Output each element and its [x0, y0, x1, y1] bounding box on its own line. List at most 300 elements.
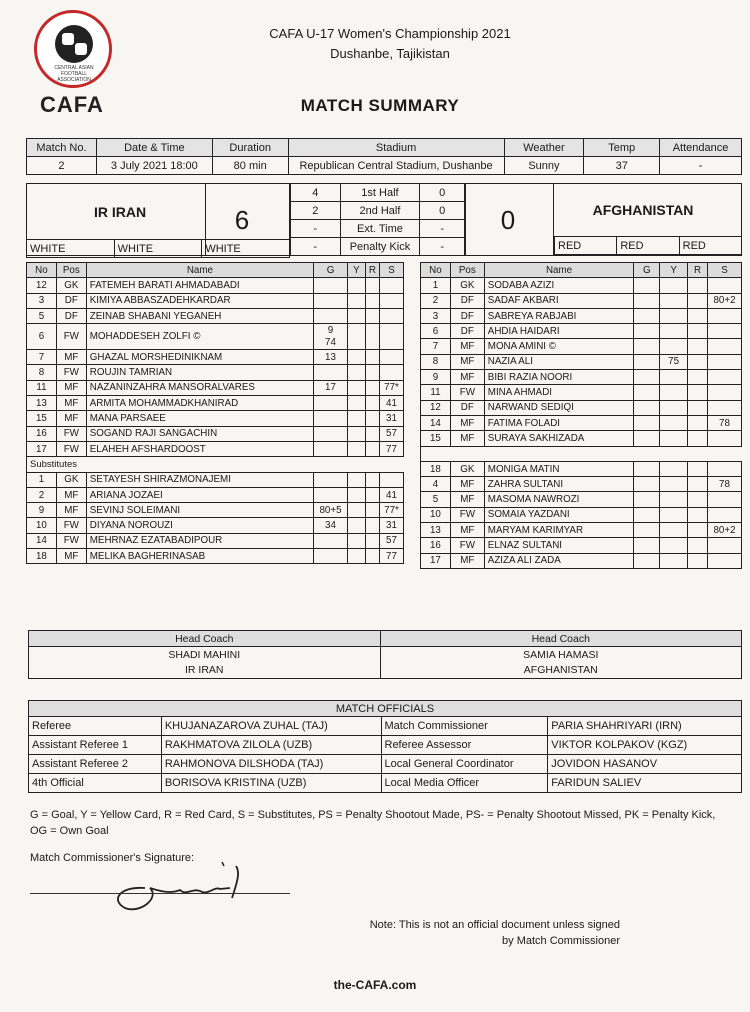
player-yellow [347, 350, 365, 365]
column-header: Y [660, 263, 688, 278]
player-goals [314, 426, 348, 441]
player-number: 13 [27, 396, 57, 411]
player-position: FW [56, 518, 86, 533]
player-sub: 57 [379, 426, 403, 441]
coach-header: Head Coach [380, 631, 742, 647]
player-number: 16 [421, 538, 451, 553]
player-goals: 13 [314, 350, 348, 365]
player-goals [634, 553, 660, 568]
player-row [27, 324, 404, 350]
logo-ring-text: CENTRAL ASIAN FOOTBALL ASSOCIATION [54, 65, 94, 83]
player-number: 3 [27, 293, 57, 308]
player-goals [634, 415, 660, 430]
official-row [29, 717, 742, 736]
player-name: BIBI RAZIA NOORI [484, 370, 634, 385]
player-position: MF [56, 487, 86, 502]
player-name: MONA AMINI © [484, 339, 634, 354]
player-name: SURAYA SAKHIZADA [484, 431, 634, 446]
player-position: GK [450, 278, 484, 293]
period-home: 4 [291, 184, 341, 202]
column-header: Name [86, 263, 313, 278]
player-position: MF [450, 370, 484, 385]
head-coach-table [28, 630, 742, 679]
player-goals [634, 339, 660, 354]
player-number: 18 [27, 549, 57, 564]
player-yellow [347, 365, 365, 380]
player-yellow [660, 492, 688, 507]
player-name: NAZIA ALI [484, 354, 634, 369]
period-home: - [291, 220, 341, 238]
player-goals: 80+5 [314, 503, 348, 518]
official-role: Referee Assessor [381, 736, 548, 755]
match-stadium: Republican Central Stadium, Dushanbe [288, 157, 504, 175]
column-header: No [27, 263, 57, 278]
official-role: 4th Official [29, 774, 162, 793]
player-row [27, 549, 404, 564]
header-cell: Duration [212, 139, 288, 157]
home-players-table [26, 262, 404, 564]
match-info-header [27, 139, 742, 157]
player-position: MF [56, 503, 86, 518]
player-goals [634, 324, 660, 339]
column-header: R [365, 263, 379, 278]
player-yellow [660, 308, 688, 323]
player-row [421, 278, 742, 293]
official-role: Assistant Referee 2 [29, 755, 162, 774]
player-sub [708, 308, 742, 323]
player-red [365, 365, 379, 380]
player-name: MANA PARSAEE [86, 411, 313, 426]
player-sub [708, 339, 742, 354]
substitutes-label-row [421, 446, 742, 461]
player-position: DF [450, 293, 484, 308]
player-sub [708, 492, 742, 507]
player-yellow [660, 385, 688, 400]
player-number: 6 [27, 324, 57, 350]
player-goals [314, 278, 348, 293]
official-name: RAHMONOVA DILSHODA (TAJ) [161, 755, 381, 774]
player-row [421, 553, 742, 568]
period-home: 2 [291, 202, 341, 220]
period-away: 0 [420, 184, 465, 202]
player-row [27, 396, 404, 411]
player-yellow [660, 293, 688, 308]
player-row [27, 293, 404, 308]
column-header: R [688, 263, 708, 278]
header-cell: Stadium [288, 139, 504, 157]
player-sub: 77 [379, 549, 403, 564]
player-position: MF [450, 339, 484, 354]
player-row [421, 370, 742, 385]
player-position: DF [450, 400, 484, 415]
player-name: SETAYESH SHIRAZMONAJEMI [86, 472, 313, 487]
header-cell: Date & Time [96, 139, 212, 157]
player-name: ARIANA JOZAEI [86, 487, 313, 502]
player-yellow [347, 441, 365, 456]
substitutes-label [421, 446, 742, 461]
column-header: Name [484, 263, 634, 278]
player-sub [379, 308, 403, 323]
player-number: 5 [421, 492, 451, 507]
player-name: MARYAM KARIMYAR [484, 523, 634, 538]
player-name: SOGAND RAJI SANGACHIN [86, 426, 313, 441]
player-yellow [347, 503, 365, 518]
column-header: S [708, 263, 742, 278]
website-link[interactable]: the-CAFA.com [333, 978, 417, 992]
player-position: DF [56, 308, 86, 323]
player-number: 17 [27, 441, 57, 456]
player-name: SABREYA RABJABI [484, 308, 634, 323]
player-row [421, 339, 742, 354]
player-row [27, 350, 404, 365]
player-row [421, 324, 742, 339]
column-header: G [634, 263, 660, 278]
player-number: 12 [421, 400, 451, 415]
player-goals [314, 487, 348, 502]
player-name: FATEMEH BARATI AHMADABADI [86, 278, 313, 293]
player-name: ARMITA MOHAMMADKHANIRAD [86, 396, 313, 411]
player-number: 6 [421, 324, 451, 339]
player-yellow [347, 487, 365, 502]
player-position: DF [450, 324, 484, 339]
player-sub [708, 538, 742, 553]
player-goals [634, 523, 660, 538]
player-name: NAZANINZAHRA MANSORALVARES [86, 380, 313, 395]
kit-color: WHITE [202, 240, 290, 258]
player-name: GHAZAL MORSHEDINIKNAM [86, 350, 313, 365]
away-players-table [420, 262, 742, 569]
player-yellow [660, 400, 688, 415]
period-label: 1st Half [340, 184, 420, 202]
player-row [421, 538, 742, 553]
header-cell: Match No. [27, 139, 97, 157]
player-goals [314, 549, 348, 564]
player-red [688, 492, 708, 507]
player-red [688, 293, 708, 308]
match-info-table [26, 138, 742, 175]
player-yellow [660, 538, 688, 553]
column-header: Pos [450, 263, 484, 278]
player-red [365, 503, 379, 518]
player-row [421, 415, 742, 430]
column-header: Y [347, 263, 365, 278]
official-role: Referee [29, 717, 162, 736]
match-temp: 37 [584, 157, 660, 175]
player-name: DIYANA NOROUZI [86, 518, 313, 533]
match-attendance: - [660, 157, 742, 175]
player-name: MELIKA BAGHERINASAB [86, 549, 313, 564]
player-red [688, 431, 708, 446]
player-number: 18 [421, 461, 451, 476]
player-sub: 77* [379, 380, 403, 395]
signature-label: Match Commissioner's Signature: [30, 852, 195, 864]
period-row [291, 202, 465, 220]
player-number: 13 [421, 523, 451, 538]
player-row [27, 503, 404, 518]
player-number: 14 [27, 533, 57, 548]
player-sub [708, 461, 742, 476]
player-row [27, 426, 404, 441]
note-line-1: Note: This is not an official document unless signed [369, 919, 620, 931]
official-role: Local Media Officer [381, 774, 548, 793]
player-yellow [347, 293, 365, 308]
player-sub: 31 [379, 411, 403, 426]
player-yellow [347, 308, 365, 323]
official-row [29, 755, 742, 774]
player-goals [634, 400, 660, 415]
player-row [27, 441, 404, 456]
player-goals [634, 308, 660, 323]
official-role: Local General Coordinator [381, 755, 548, 774]
player-sub [708, 278, 742, 293]
kit-color: RED [555, 237, 617, 255]
column-header: No [421, 263, 451, 278]
player-position: MF [450, 354, 484, 369]
player-position: MF [450, 523, 484, 538]
page-title: MATCH SUMMARY [300, 96, 460, 115]
player-name: FATIMA FOLADI [484, 415, 634, 430]
player-position: MF [56, 411, 86, 426]
player-goals [314, 441, 348, 456]
player-goals [314, 308, 348, 323]
official-name: KHUJANAZAROVA ZUHAL (TAJ) [161, 717, 381, 736]
players-header-row [27, 263, 404, 278]
player-sub [379, 293, 403, 308]
championship-title: CAFA U-17 Women's Championship 2021 [269, 26, 511, 41]
player-name: ZAHRA SULTANI [484, 477, 634, 492]
player-position: MF [450, 415, 484, 430]
period-away: 0 [420, 202, 465, 220]
player-position: GK [56, 472, 86, 487]
player-sub: 77* [379, 503, 403, 518]
player-yellow [347, 426, 365, 441]
column-header: S [379, 263, 403, 278]
player-goals [634, 538, 660, 553]
player-goals [634, 370, 660, 385]
player-position: DF [450, 308, 484, 323]
period-away: - [420, 220, 465, 238]
player-row [27, 365, 404, 380]
player-row [27, 278, 404, 293]
period-row [291, 220, 465, 238]
player-position: FW [56, 441, 86, 456]
header-cell: Weather [504, 139, 584, 157]
player-row [27, 380, 404, 395]
player-number: 3 [421, 308, 451, 323]
player-red [688, 415, 708, 430]
substitutes-label: Substitutes [27, 457, 404, 472]
player-red [688, 461, 708, 476]
player-position: FW [56, 533, 86, 548]
player-yellow [660, 339, 688, 354]
player-red [688, 538, 708, 553]
official-name: VIKTOR KOLPAKOV (KGZ) [548, 736, 742, 755]
player-yellow [660, 553, 688, 568]
period-row [291, 238, 465, 256]
player-goals [634, 507, 660, 522]
player-sub: 78 [708, 477, 742, 492]
official-name: JOVIDON HASANOV [548, 755, 742, 774]
player-red [365, 472, 379, 487]
player-red [365, 533, 379, 548]
player-yellow [347, 533, 365, 548]
player-red [688, 370, 708, 385]
player-position: FW [450, 507, 484, 522]
player-red [688, 385, 708, 400]
player-yellow [660, 461, 688, 476]
player-sub [379, 350, 403, 365]
player-yellow [347, 380, 365, 395]
players-header-row [421, 263, 742, 278]
player-number: 5 [27, 308, 57, 323]
player-name: MINA AHMADI [484, 385, 634, 400]
player-yellow [660, 278, 688, 293]
player-goals [314, 365, 348, 380]
player-yellow [347, 324, 365, 350]
match-info-values [27, 157, 742, 175]
player-sub: 41 [379, 487, 403, 502]
player-yellow [660, 431, 688, 446]
player-position: FW [56, 426, 86, 441]
player-row [27, 308, 404, 323]
player-yellow [347, 472, 365, 487]
player-number: 10 [421, 507, 451, 522]
player-number: 11 [27, 380, 57, 395]
player-sub [708, 385, 742, 400]
player-sub [379, 278, 403, 293]
player-row [421, 293, 742, 308]
official-row [29, 774, 742, 793]
coach-header: Head Coach [29, 631, 381, 647]
player-sub [379, 324, 403, 350]
player-name: MEHRNAZ EZATABADIPOUR [86, 533, 313, 548]
player-number: 4 [421, 477, 451, 492]
player-yellow: 75 [660, 354, 688, 369]
player-goals [634, 293, 660, 308]
player-red [688, 400, 708, 415]
player-sub [708, 370, 742, 385]
player-position: GK [56, 278, 86, 293]
player-yellow [347, 396, 365, 411]
player-yellow [347, 278, 365, 293]
player-name: SEVINJ SOLEIMANI [86, 503, 313, 518]
home-kit-colors [26, 239, 290, 258]
player-name: AZIZA ALI ZADA [484, 553, 634, 568]
player-yellow [347, 518, 365, 533]
player-row [421, 354, 742, 369]
player-red [365, 549, 379, 564]
match-number: 2 [27, 157, 97, 175]
player-row [27, 518, 404, 533]
match-date: 3 July 2021 18:00 [96, 157, 212, 175]
player-yellow [660, 415, 688, 430]
player-yellow [660, 507, 688, 522]
player-red [365, 380, 379, 395]
player-goals [634, 431, 660, 446]
kit-color: RED [679, 237, 741, 255]
player-row [421, 400, 742, 415]
kit-color: RED [617, 237, 679, 255]
period-label: Penalty Kick [340, 238, 420, 256]
player-name: SOMAIA YAZDANI [484, 507, 634, 522]
match-weather: Sunny [504, 157, 584, 175]
player-red [365, 426, 379, 441]
player-sub: 80+2 [708, 293, 742, 308]
player-red [365, 293, 379, 308]
player-red [688, 308, 708, 323]
player-number: 11 [421, 385, 451, 400]
player-sub [379, 365, 403, 380]
period-home: - [291, 238, 341, 256]
period-label: Ext. Time [340, 220, 420, 238]
player-position: MF [450, 553, 484, 568]
player-number: 15 [27, 411, 57, 426]
player-name: NARWAND SEDIQI [484, 400, 634, 415]
player-name: ROUJIN TAMRIAN [86, 365, 313, 380]
player-goals [634, 278, 660, 293]
player-red [688, 339, 708, 354]
player-sub: 31 [379, 518, 403, 533]
home-coach-name: SHADI MAHINI [29, 647, 381, 663]
championship-location: Dushanbe, Tajikistan [330, 46, 450, 61]
kit-color: WHITE [114, 240, 202, 258]
column-header: Pos [56, 263, 86, 278]
officials-title: MATCH OFFICIALS [29, 701, 742, 717]
player-row [421, 461, 742, 476]
home-score: 6 [234, 205, 250, 235]
player-position: MF [56, 396, 86, 411]
player-red [688, 477, 708, 492]
away-score: 0 [500, 205, 516, 235]
official-name: FARIDUN SALIEV [548, 774, 742, 793]
player-number: 7 [421, 339, 451, 354]
player-goals [314, 396, 348, 411]
player-position: FW [56, 324, 86, 350]
player-number: 2 [421, 293, 451, 308]
substitutes-label-row [27, 457, 404, 472]
away-team-name: AFGHANISTAN [592, 202, 694, 218]
player-position: MF [56, 549, 86, 564]
player-yellow [660, 370, 688, 385]
player-row [421, 385, 742, 400]
player-sub [708, 354, 742, 369]
player-name: SADAF AKBARI [484, 293, 634, 308]
player-name: ZEINAB SHABANI YEGANEH [86, 308, 313, 323]
player-position: MF [450, 492, 484, 507]
player-number: 14 [421, 415, 451, 430]
player-position: FW [450, 385, 484, 400]
player-position: MF [56, 350, 86, 365]
signature-image [80, 858, 280, 918]
player-red [365, 411, 379, 426]
player-name: AHDIA HAIDARI [484, 324, 634, 339]
player-row [421, 431, 742, 446]
signature-line [30, 893, 290, 894]
period-label: 2nd Half [340, 202, 420, 220]
disclaimer-note [330, 917, 620, 949]
player-red [365, 518, 379, 533]
player-red [365, 441, 379, 456]
player-number: 2 [27, 487, 57, 502]
player-goals [314, 411, 348, 426]
player-row [421, 523, 742, 538]
official-name: RAKHMATOVA ZILOLA (UZB) [161, 736, 381, 755]
player-number: 12 [27, 278, 57, 293]
player-goals [314, 293, 348, 308]
player-number: 1 [27, 472, 57, 487]
legend: G = Goal, Y = Yellow Card, R = Red Card, S = Substitutes, PS = Penalty Shootout Made, PS- = Penalty Shootout Missed, PK = Penalty Kick, OG = Own Goal [30, 809, 716, 837]
player-goals [314, 472, 348, 487]
